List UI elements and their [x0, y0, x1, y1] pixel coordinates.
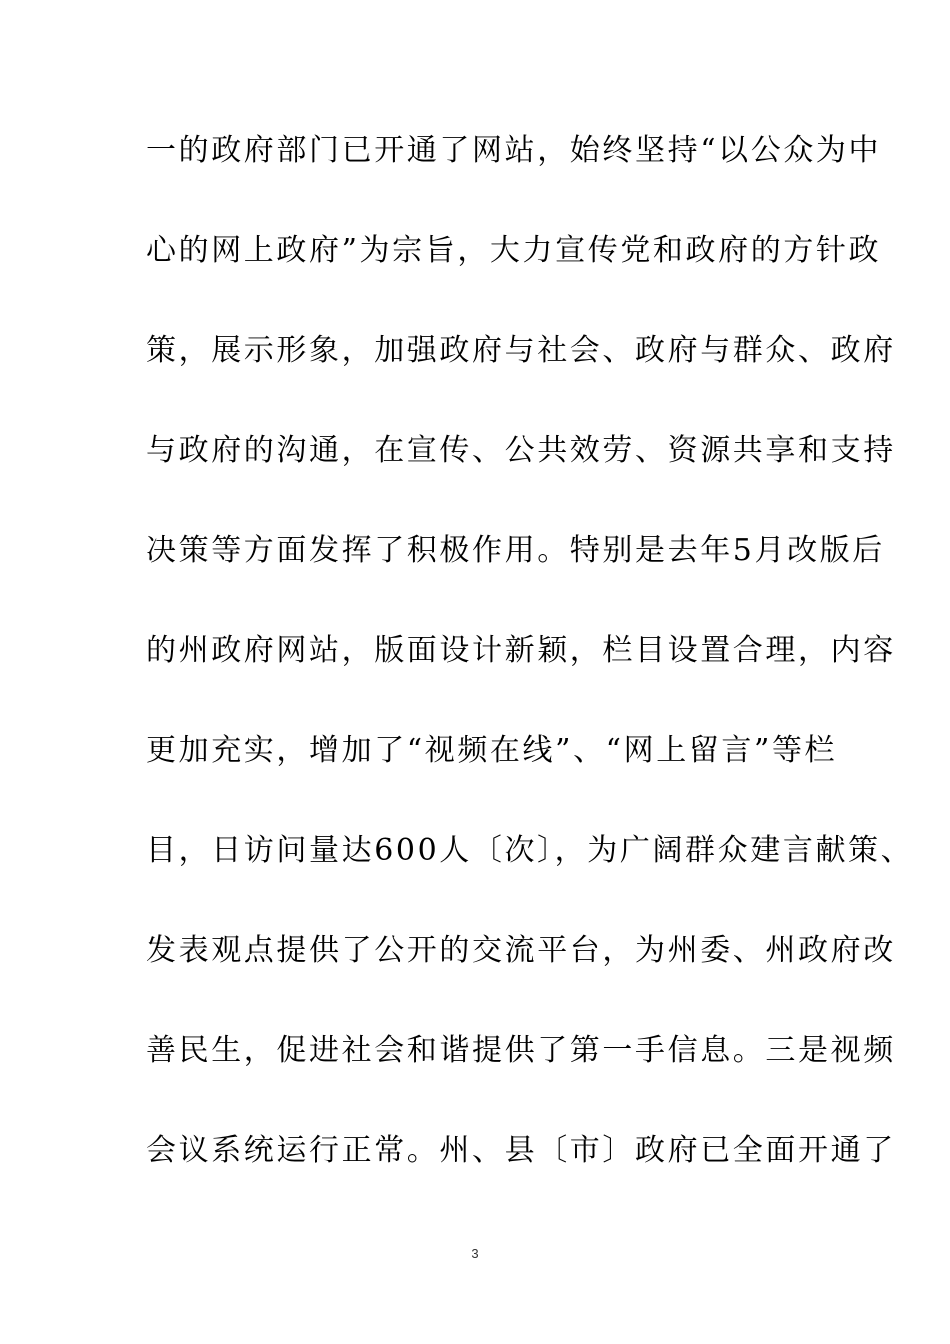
text-line: 会议系统运行正常。州、县〔市〕政府已全面开通了	[146, 1133, 896, 1168]
text-line: 善民生，促进社会和谐提供了第一手信息。三是视频	[146, 1033, 896, 1068]
text-line: 一的政府部门已开通了网站，始终坚持“以公众为中	[146, 133, 882, 168]
text-line: 的州政府网站，版面设计新颖，栏目设置合理，内容	[146, 633, 896, 668]
text-line: 目，日访问量达600人〔次〕，为广阔群众建言献策、	[146, 833, 914, 868]
text-line: 心的网上政府”为宗旨，大力宣传党和政府的方针政	[146, 233, 882, 268]
page-number: 3	[471, 1246, 479, 1261]
text-line: 更加充实，增加了“视频在线”、“网上留言”等栏	[146, 733, 838, 768]
text-line: 发表观点提供了公开的交流平台，为州委、州政府改	[146, 933, 896, 968]
body-text	[146, 128, 914, 1228]
text-line: 与政府的沟通，在宣传、公共效劳、资源共享和支持	[146, 433, 896, 468]
text-line: 决策等方面发挥了积极作用。特别是去年5月改版后	[146, 533, 885, 568]
text-line: 策，展示形象，加强政府与社会、政府与群众、政府	[146, 333, 896, 368]
